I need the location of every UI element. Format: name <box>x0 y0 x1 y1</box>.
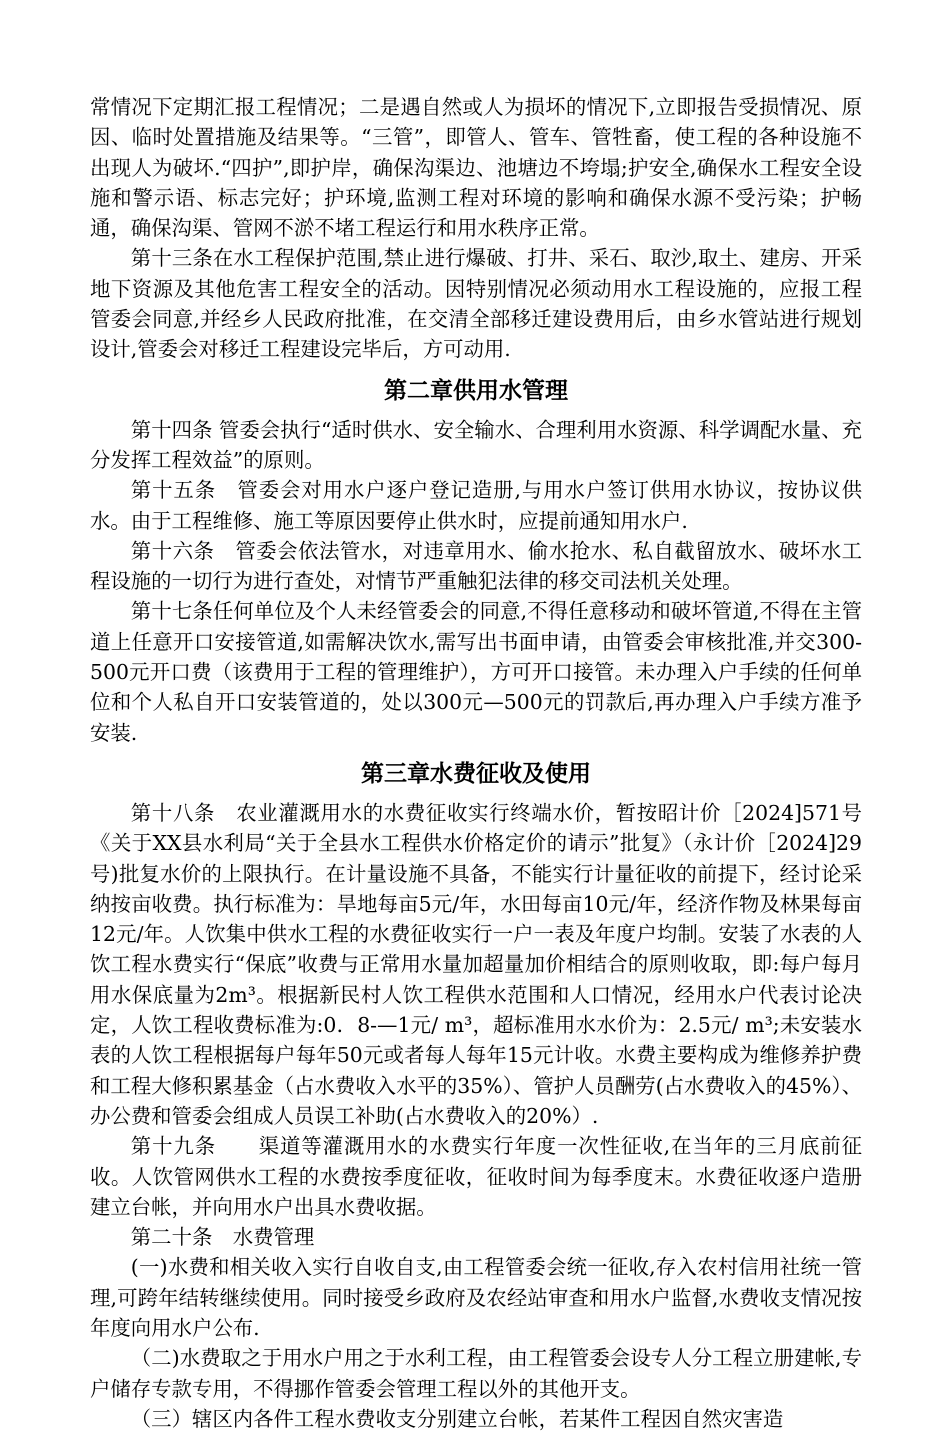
chapter-3-title: 第三章水费征收及使用 <box>361 760 591 787</box>
article-16-paragraph: 第十六条 管委会依法管水，对违章用水、偷水抢水、私自截留放水、破坏水工程设施的一切行为进行查处，对情节严重触犯法律的移交司法机关处理。 <box>90 538 862 594</box>
article-20-item-2: （二)水费取之于用水户用之于水利工程，由工程管委会设专人分工程立册建帐,专户储存专款专用，不得挪作管委会管理工程以外的其他开支。 <box>90 1346 862 1401</box>
article-20-heading: 第二十条 水费管理 <box>130 1225 315 1250</box>
article-14-paragraph: 第十四条 管委会执行“适时供水、安全输水、合理利用水资源、科学调配水量、充分发挥工程效益”的原则。 <box>90 417 862 472</box>
article-18-paragraph: 第十八条 农业灌溉用水的水费征收实行终端水价，暂按昭计价［2024]571号《关于XX县水利局“关于全县水工程供水价格定价的请示”批复》（永计价［2024]29号)批复水价的上限执行。在计量设施不具备，不能实行计量征收的前提下，经讨论采纳按亩收费。执行标准为：旱地每亩5元/年，水田每亩10元/年，经济作物及林果每亩12元/年。人饮集中供水工程的水费征收实行一户一表及年度户均制。安装了水表的人饮工程水费实行“保底”收费与正常用水量加超量加价相结合的原则收取，即:每户每月用水保底量为2m³。根据新民村人饮工程供水范围和人口情况，经用水户代表讨论决定，人饮工程收费标准为:0．8-—1元/ m³，超标准用水水价为：2.5元/ m³;未安装水表的人饮工程根据每户每年50元或者每人每年15元计收。水费主要构成为维修养护费和工程大修积累基金（占水费收入水平的35%）、管护人员酬劳(占水费收入的45%）、办公费和管委会组成人员误工补助(占水费收入的20%）. <box>90 800 862 1128</box>
article-17-paragraph: 第十七条任何单位及个人未经管委会的同意,不得任意移动和破坏管道,不得在主管道上任意开口安接管道,如需解决饮水,需写出书面申请，由管委会审核批准,并交300-500元开口费（该费用于工程的管理维护），方可开口接管。未办理入户手续的任何单位和个人私自开口安装管道的，处以300元—500元的罚款后,再办理入户手续方准予安装. <box>90 599 862 745</box>
article-13-paragraph: 第十三条在水工程保护范围,禁止进行爆破、打井、采石、取沙,取土、建房、开采地下资源及其他危害工程安全的活动。因特别情况必须动用水工程设施的，应报工程管委会同意,并经乡人民政府批准，在交清全部移迁建设费用后，由乡水管站进行规划设计,管委会对移迁工程建设完毕后，方可动用. <box>90 246 862 362</box>
article-19-paragraph: 第十九条 渠道等灌溉用水的水费实行年度一次性征收,在当年的三月底前征收。人饮管网供水工程的水费按季度征收，征收时间为每季度末。水费征收逐户造册建立台帐，并向用水户出具水费收据。 <box>90 1134 862 1219</box>
chapter-2-title: 第二章供用水管理 <box>384 377 568 404</box>
intro-paragraph-1: 常情况下定期汇报工程情况；二是遇自然或人为损坏的情况下,立即报告受损情况、原因、临时处置措施及结果等。“三管”，即管人、管车、管牲畜，使工程的各种设施不出现人为破坏.“四护”,即护岸，确保沟渠边、池塘边不垮塌;护安全,确保水工程安全设施和警示语、标志完好；护环境,监测工程对环境的影响和确保水源不受污染；护畅通，确保沟渠、管网不淤不堵工程运行和用水秩序正常。 <box>90 95 862 241</box>
article-20-item-3: （三）辖区内各件工程水费收支分别建立台帐，若某件工程因自然灾害造 <box>130 1406 784 1431</box>
article-20-item-1: (一)水费和相关收入实行自收自支,由工程管委会统一征收,存入农村信用社统一管理,可跨年结转继续使用。同时接受乡政府及农经站审查和用水户监督,水费收支情况按年度向用水户公布. <box>90 1255 862 1340</box>
article-15-paragraph: 第十五条 管委会对用水户逐户登记造册,与用水户签订供用水协议，按协议供水。由于工程维修、施工等原因要停止供水时，应提前通知用水户. <box>90 478 862 533</box>
document-page <box>90 92 862 1434</box>
